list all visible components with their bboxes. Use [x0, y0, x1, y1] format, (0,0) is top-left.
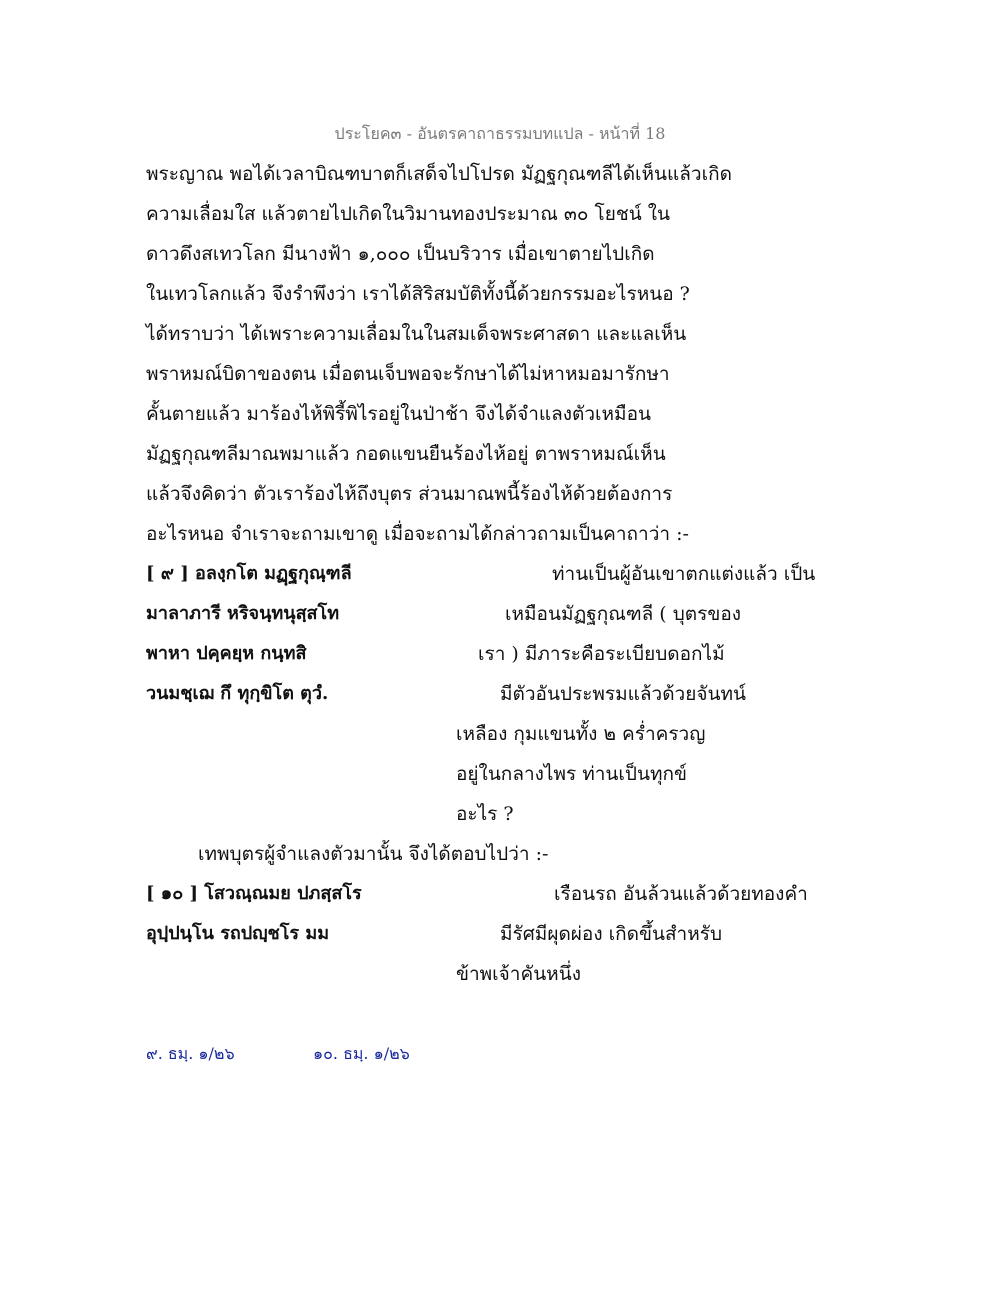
verse10-translation-line: มีรัศมีผุดผ่อง เกิดขึ้นสำหรับ — [500, 923, 723, 945]
verse9-pali-line: มาลาภารี หริจนฺทนุสฺสโท — [146, 603, 340, 624]
verse10-pali-line: อุปฺปนฺโน รถปญฺชโร มม — [146, 923, 330, 944]
page-header: ประโยค๓ - อันตรคาถาธรรมบทแปล - หน้าที่ 18 — [334, 124, 666, 143]
verse10-pali-line: [ ๑๐ ] โสวณฺณมย ปภสฺสโร — [146, 883, 362, 904]
prose-line: พราหมณ์บิดาของตน เมื่อตนเจ็บพอจะรักษาได้ไม่หาหมอมารักษา — [146, 363, 670, 385]
verse9-translation-line: เหลือง กุมแขนทั้ง ๒ คร่ำครวญ — [456, 723, 706, 745]
footnote: ๙. ธมฺ. ๑/๒๖ — [146, 1044, 235, 1063]
verse9-pali-line: วนมชฺเฌ กึ ทุกฺขิโต ตุวํ. — [146, 683, 329, 704]
prose-line: คั้นตายแล้ว มาร้องไห้พิรี้พิไรอยู่ในป่าช้า จึงได้จำแลงตัวเหมือน — [146, 403, 651, 425]
verse9-translation-line: เรา ) มีภาระคือระเบียบดอกไม้ — [478, 643, 725, 665]
prose-line: ความเลื่อมใส แล้วตายไปเกิดในวิมานทองประมาณ ๓๐ โยชน์ ใน — [146, 203, 671, 225]
verse9-translation-line: อะไร ? — [456, 803, 514, 825]
verse9-translation-line: อยู่ในกลางไพร ท่านเป็นทุกข์ — [456, 763, 687, 785]
prose-line: ได้ทราบว่า ได้เพราะความเลื่อมในในสมเด็จพระศาสดา และแลเห็น — [146, 323, 687, 345]
prose-line: ในเทวโลกแล้ว จึงรำพึงว่า เราได้สิริสมบัติทั้งนี้ด้วยกรรมอะไรหนอ ? — [146, 283, 690, 305]
prose-line: แล้วจึงคิดว่า ตัวเราร้องไห้ถึงบุตร ส่วนมาณพนี้ร้องไห้ด้วยต้องการ — [146, 483, 673, 505]
verse10-translation-line: ข้าพเจ้าคันหนึ่ง — [456, 963, 581, 985]
prose-line: อะไรหนอ จำเราจะถามเขาดู เมื่อจะถามได้กล่าวถามเป็นคาถาว่า :- — [146, 523, 689, 545]
verse10-translation-line: เรือนรถ อันล้วนแล้วด้วยทองคำ — [554, 883, 808, 905]
reply-intro: เทพบุตรผู้จำแลงตัวมานั้น จึงได้ตอบไปว่า :- — [198, 843, 549, 865]
verse9-pali-line: [ ๙ ] อลงฺกโต มฏฺฐกุณฺฑลี — [146, 563, 352, 584]
prose-line: ดาวดึงสเทวโลก มีนางฟ้า ๑,๐๐๐ เป็นบริวาร เมื่อเขาตายไปเกิด — [146, 243, 655, 265]
verse9-translation-line: ท่านเป็นผู้อันเขาตกแต่งแล้ว เป็น — [552, 563, 816, 585]
prose-line: มัฏฐกุณฑลีมาณพมาแล้ว กอดแขนยืนร้องไห้อยู่ ตาพราหมณ์เห็น — [146, 443, 666, 465]
verse9-translation-line: มีตัวอันประพรมแล้วด้วยจันทน์ — [500, 683, 746, 705]
verse9-translation-line: เหมือนมัฏฐกุณฑลี ( บุตรของ — [505, 603, 742, 625]
footnote: ๑๐. ธมฺ. ๑/๒๖ — [313, 1044, 410, 1063]
verse9-pali-line: พาหา ปคฺคยฺห กนฺทสิ — [146, 643, 307, 664]
prose-line: พระญาณ พอได้เวลาบิณฑบาตก็เสด็จไปโปรด มัฏฐกุณฑลีได้เห็นแล้วเกิด — [146, 163, 732, 185]
